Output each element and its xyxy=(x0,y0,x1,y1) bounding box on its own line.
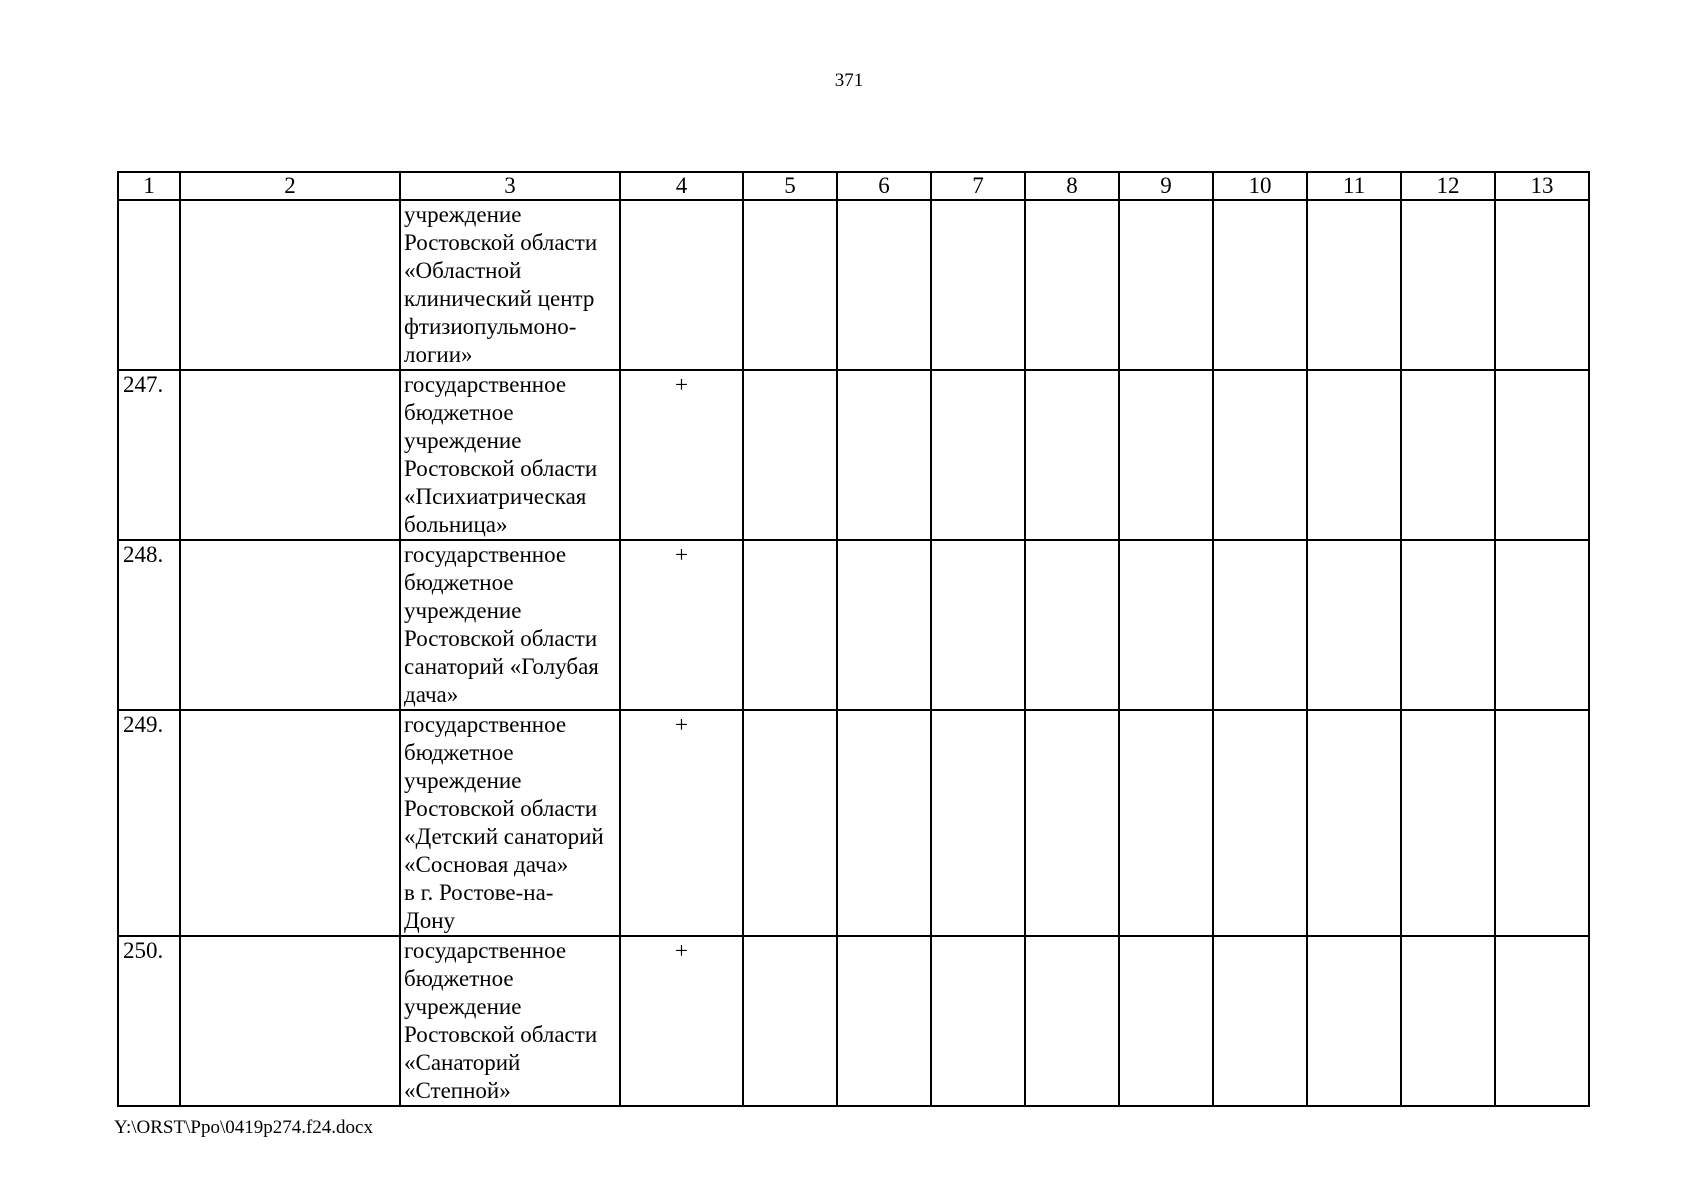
col2-cell xyxy=(180,710,400,936)
column-header: 12 xyxy=(1401,172,1495,200)
empty-cell xyxy=(1495,200,1589,370)
empty-cell xyxy=(1213,936,1307,1106)
empty-cell xyxy=(1119,540,1213,710)
empty-cell xyxy=(743,370,837,540)
empty-cell xyxy=(1025,936,1119,1106)
empty-cell xyxy=(743,540,837,710)
mark-cell: + xyxy=(620,710,743,936)
empty-cell xyxy=(1401,370,1495,540)
empty-cell xyxy=(1495,710,1589,936)
empty-cell xyxy=(1307,540,1401,710)
empty-cell xyxy=(1401,540,1495,710)
column-header: 2 xyxy=(180,172,400,200)
mark-cell: + xyxy=(620,540,743,710)
empty-cell xyxy=(1495,540,1589,710)
row-number-cell: 247. xyxy=(118,370,180,540)
empty-cell xyxy=(1401,710,1495,936)
table-row xyxy=(118,710,1589,936)
empty-cell xyxy=(1119,936,1213,1106)
institution-name-cell: государственное бюджетное учреждение Ростовской области санаторий «Голубая дача» xyxy=(400,540,620,710)
empty-cell xyxy=(1307,710,1401,936)
empty-cell xyxy=(1307,200,1401,370)
empty-cell xyxy=(1119,710,1213,936)
col2-cell xyxy=(180,936,400,1106)
page-number: 371 xyxy=(834,70,864,91)
empty-cell xyxy=(1119,370,1213,540)
institution-name-cell: учреждение Ростовской области «Областной клинический центр фтизиопульмоно- логии» xyxy=(400,200,620,370)
column-header: 5 xyxy=(743,172,837,200)
col2-cell xyxy=(180,370,400,540)
row-number-cell: 249. xyxy=(118,710,180,936)
row-number-cell: 248. xyxy=(118,540,180,710)
column-header: 3 xyxy=(400,172,620,200)
empty-cell xyxy=(1025,370,1119,540)
empty-cell xyxy=(1025,200,1119,370)
empty-cell xyxy=(1025,710,1119,936)
empty-cell xyxy=(1213,710,1307,936)
empty-cell xyxy=(837,200,931,370)
data-table xyxy=(117,171,1590,1107)
empty-cell xyxy=(931,200,1025,370)
column-header: 4 xyxy=(620,172,743,200)
column-header: 8 xyxy=(1025,172,1119,200)
institution-name-cell: государственное бюджетное учреждение Ростовской области «Психиатрическая больница» xyxy=(400,370,620,540)
col2-cell xyxy=(180,200,400,370)
empty-cell xyxy=(1213,370,1307,540)
header-row xyxy=(118,172,1589,200)
table-row xyxy=(118,540,1589,710)
empty-cell xyxy=(1307,370,1401,540)
mark-cell: + xyxy=(620,370,743,540)
row-number-cell xyxy=(118,200,180,370)
empty-cell xyxy=(931,710,1025,936)
mark-cell xyxy=(620,200,743,370)
empty-cell xyxy=(1213,540,1307,710)
empty-cell xyxy=(1213,200,1307,370)
empty-cell xyxy=(743,936,837,1106)
empty-cell xyxy=(1307,936,1401,1106)
table-row xyxy=(118,200,1589,370)
mark-cell: + xyxy=(620,936,743,1106)
empty-cell xyxy=(837,540,931,710)
table-row xyxy=(118,370,1589,540)
column-header: 10 xyxy=(1213,172,1307,200)
empty-cell xyxy=(1495,936,1589,1106)
column-header: 9 xyxy=(1119,172,1213,200)
file-path-footer: Y:\ORST\Ppo\0419p274.f24.docx xyxy=(114,1117,373,1138)
empty-cell xyxy=(837,936,931,1106)
empty-cell xyxy=(1119,200,1213,370)
empty-cell xyxy=(837,370,931,540)
table-row xyxy=(118,936,1589,1106)
empty-cell xyxy=(931,370,1025,540)
column-header: 1 xyxy=(118,172,180,200)
row-number-cell: 250. xyxy=(118,936,180,1106)
column-header: 7 xyxy=(931,172,1025,200)
col2-cell xyxy=(180,540,400,710)
empty-cell xyxy=(1401,936,1495,1106)
institution-name-cell: государственное бюджетное учреждение Ростовской области «Детский санаторий «Сосновая дача» в г. Ростове-на- Дону xyxy=(400,710,620,936)
empty-cell xyxy=(837,710,931,936)
empty-cell xyxy=(1025,540,1119,710)
column-header: 6 xyxy=(837,172,931,200)
column-header: 11 xyxy=(1307,172,1401,200)
empty-cell xyxy=(931,540,1025,710)
empty-cell xyxy=(931,936,1025,1106)
column-header: 13 xyxy=(1495,172,1589,200)
empty-cell xyxy=(1401,200,1495,370)
institution-name-cell: государственное бюджетное учреждение Ростовской области «Санаторий «Степной» xyxy=(400,936,620,1106)
empty-cell xyxy=(743,200,837,370)
empty-cell xyxy=(743,710,837,936)
empty-cell xyxy=(1495,370,1589,540)
